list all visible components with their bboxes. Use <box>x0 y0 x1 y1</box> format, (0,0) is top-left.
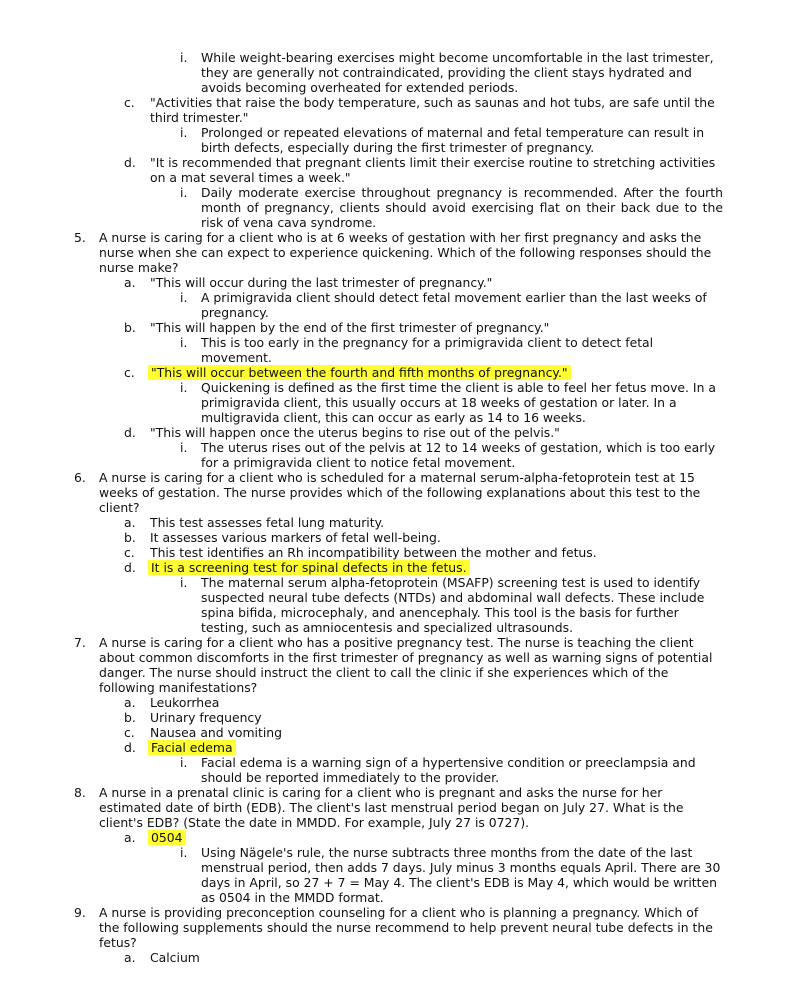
option-text: "This will occur during the last trimester of pregnancy." <box>150 275 493 290</box>
list-marker: i. <box>180 755 188 770</box>
option-marker: a. <box>124 515 136 530</box>
question-number: 8. <box>74 785 86 800</box>
rationale-text: multigravida client, this can occur as early as 14 to 16 weeks. <box>201 410 586 425</box>
option-marker: c. <box>124 95 135 110</box>
rationale-text: risk of vena cava syndrome. <box>201 215 377 230</box>
option-text: "This will happen once the uterus begins to rise out of the pelvis." <box>150 425 560 440</box>
option-text: "Activities that raise the body temperature, such as saunas and hot tubs, are safe until the <box>150 95 715 110</box>
rationale-text: This is too early in the pregnancy for a primigravida client to detect fetal <box>201 335 654 350</box>
question-text: nurse when she can expect to experience quickening. Which of the following responses should the <box>99 245 712 260</box>
list-marker: i. <box>180 125 188 140</box>
option-marker: d. <box>124 560 136 575</box>
question-text: nurse make? <box>99 260 179 275</box>
list-marker: i. <box>180 290 188 305</box>
option-marker: a. <box>124 695 136 710</box>
list-marker: i. <box>180 380 188 395</box>
option-marker: b. <box>124 710 136 725</box>
option-marker: b. <box>124 320 136 335</box>
question-text: client? <box>99 500 140 515</box>
question-number: 6. <box>74 470 86 485</box>
option-text: Urinary frequency <box>150 710 262 725</box>
list-marker: i. <box>180 575 188 590</box>
list-marker: i. <box>180 50 188 65</box>
rationale-text: suspected neural tube defects (NTDs) and abdominal wall defects. These include <box>201 590 705 605</box>
rationale-text: birth defects, especially during the first trimester of pregnancy. <box>201 140 595 155</box>
option-marker: d. <box>124 155 136 170</box>
option-marker: a. <box>124 275 136 290</box>
correct-answer-highlight: It is a screening test for spinal defects in the fetus. <box>148 560 470 575</box>
rationale-text: Daily moderate exercise throughout pregnancy is recommended. After the fourth <box>201 185 723 200</box>
question-number: 5. <box>74 230 86 245</box>
option-text: on a mat several times a week." <box>150 170 351 185</box>
rationale-text: Quickening is defined as the first time the client is able to feel her fetus move. In a <box>201 380 716 395</box>
question-number: 7. <box>74 635 86 650</box>
question-text: A nurse is caring for a client who is at 6 weeks of gestation with her first pregnancy and asks the <box>99 230 702 245</box>
option-marker: b. <box>124 530 136 545</box>
list-marker: i. <box>180 335 188 350</box>
question-text: the following supplements should the nurse recommend to help prevent neural tube defects in the <box>99 920 713 935</box>
question-text: fetus? <box>99 935 137 950</box>
list-marker: i. <box>180 185 188 200</box>
option-marker: c. <box>124 725 135 740</box>
question-text: client's EDB? (State the date in MMDD. For example, July 27 is 0727). <box>99 815 530 830</box>
option-text: This test assesses fetal lung maturity. <box>150 515 385 530</box>
rationale-text: they are generally not contraindicated, providing the client stays hydrated and <box>201 65 692 80</box>
option-text: It assesses various markers of fetal well-being. <box>150 530 441 545</box>
question-text: danger. The nurse should instruct the client to call the clinic if she experiences which of the <box>99 665 669 680</box>
option-text: Leukorrhea <box>150 695 220 710</box>
rationale-text: should be reported immediately to the provider. <box>201 770 500 785</box>
rationale-text: menstrual period, then adds 7 days. July minus 3 months equals April. There are 30 <box>201 860 721 875</box>
rationale-text: month of pregnancy, clients should avoid exercising flat on their back due to the <box>201 200 723 215</box>
option-text: Nausea and vomiting <box>150 725 283 740</box>
question-text: A nurse in a prenatal clinic is caring for a client who is pregnant and asks the nurse for her <box>99 785 663 800</box>
option-marker: c. <box>124 365 135 380</box>
rationale-text: Prolonged or repeated elevations of maternal and fetal temperature can result in <box>201 125 705 140</box>
correct-answer-highlight: 0504 <box>148 830 186 845</box>
rationale-text: The maternal serum alpha-fetoprotein (MSAFP) screening test is used to identify <box>201 575 701 590</box>
option-text: This test identifies an Rh incompatibility between the mother and fetus. <box>150 545 597 560</box>
option-text: "It is recommended that pregnant clients limit their exercise routine to stretching activities <box>150 155 716 170</box>
question-number: 9. <box>74 905 86 920</box>
option-marker: a. <box>124 830 136 845</box>
question-text: about common discomforts in the first trimester of pregnancy as well as warning signs of potential <box>99 650 713 665</box>
option-text: "This will happen by the end of the first trimester of pregnancy." <box>150 320 550 335</box>
question-text: A nurse is providing preconception counseling for a client who is planning a pregnancy. Which of <box>99 905 699 920</box>
rationale-text: While weight-bearing exercises might become uncomfortable in the last trimester, <box>201 50 714 65</box>
rationale-text: avoids becoming overheated for extended periods. <box>201 80 519 95</box>
correct-answer-highlight: Facial edema <box>148 740 236 755</box>
question-text: A nurse is caring for a client who has a positive pregnancy test. The nurse is teaching the client <box>99 635 694 650</box>
option-marker: d. <box>124 740 136 755</box>
question-text: following manifestations? <box>99 680 258 695</box>
option-marker: c. <box>124 545 135 560</box>
correct-answer-highlight: "This will occur between the fourth and fifth months of pregnancy." <box>148 365 571 380</box>
question-text: weeks of gestation. The nurse provides which of the following explanations about this test to the <box>99 485 701 500</box>
rationale-text: as 0504 in the MMDD format. <box>201 890 384 905</box>
rationale-text: A primigravida client should detect fetal movement earlier than the last weeks of <box>201 290 707 305</box>
rationale-text: days in April, so 27 + 7 = May 4. The client's EDB is May 4, which would be written <box>201 875 717 890</box>
rationale-text: for a primigravida client to notice fetal movement. <box>201 455 516 470</box>
rationale-text: testing, such as amniocentesis and specialized ultrasounds. <box>201 620 574 635</box>
rationale-text: movement. <box>201 350 272 365</box>
rationale-text: spina bifida, microcephaly, and anencephaly. This tool is the basis for further <box>201 605 679 620</box>
option-text: third trimester." <box>150 110 249 125</box>
option-marker: a. <box>124 950 136 965</box>
question-text: A nurse is caring for a client who is scheduled for a maternal serum-alpha-fetoprotein test at 15 <box>99 470 695 485</box>
rationale-text: primigravida client, this usually occurs at 18 weeks of gestation or later. In a <box>201 395 677 410</box>
rationale-text: pregnancy. <box>201 305 269 320</box>
option-text: Calcium <box>150 950 200 965</box>
option-marker: d. <box>124 425 136 440</box>
list-marker: i. <box>180 440 188 455</box>
rationale-text: The uterus rises out of the pelvis at 12 to 14 weeks of gestation, which is too early <box>201 440 716 455</box>
list-marker: i. <box>180 845 188 860</box>
rationale-text: Using Nägele's rule, the nurse subtracts three months from the date of the last <box>201 845 693 860</box>
rationale-text: Facial edema is a warning sign of a hypertensive condition or preeclampsia and <box>201 755 696 770</box>
question-text: estimated date of birth (EDB). The client's last menstrual period began on July 27. What is the <box>99 800 684 815</box>
